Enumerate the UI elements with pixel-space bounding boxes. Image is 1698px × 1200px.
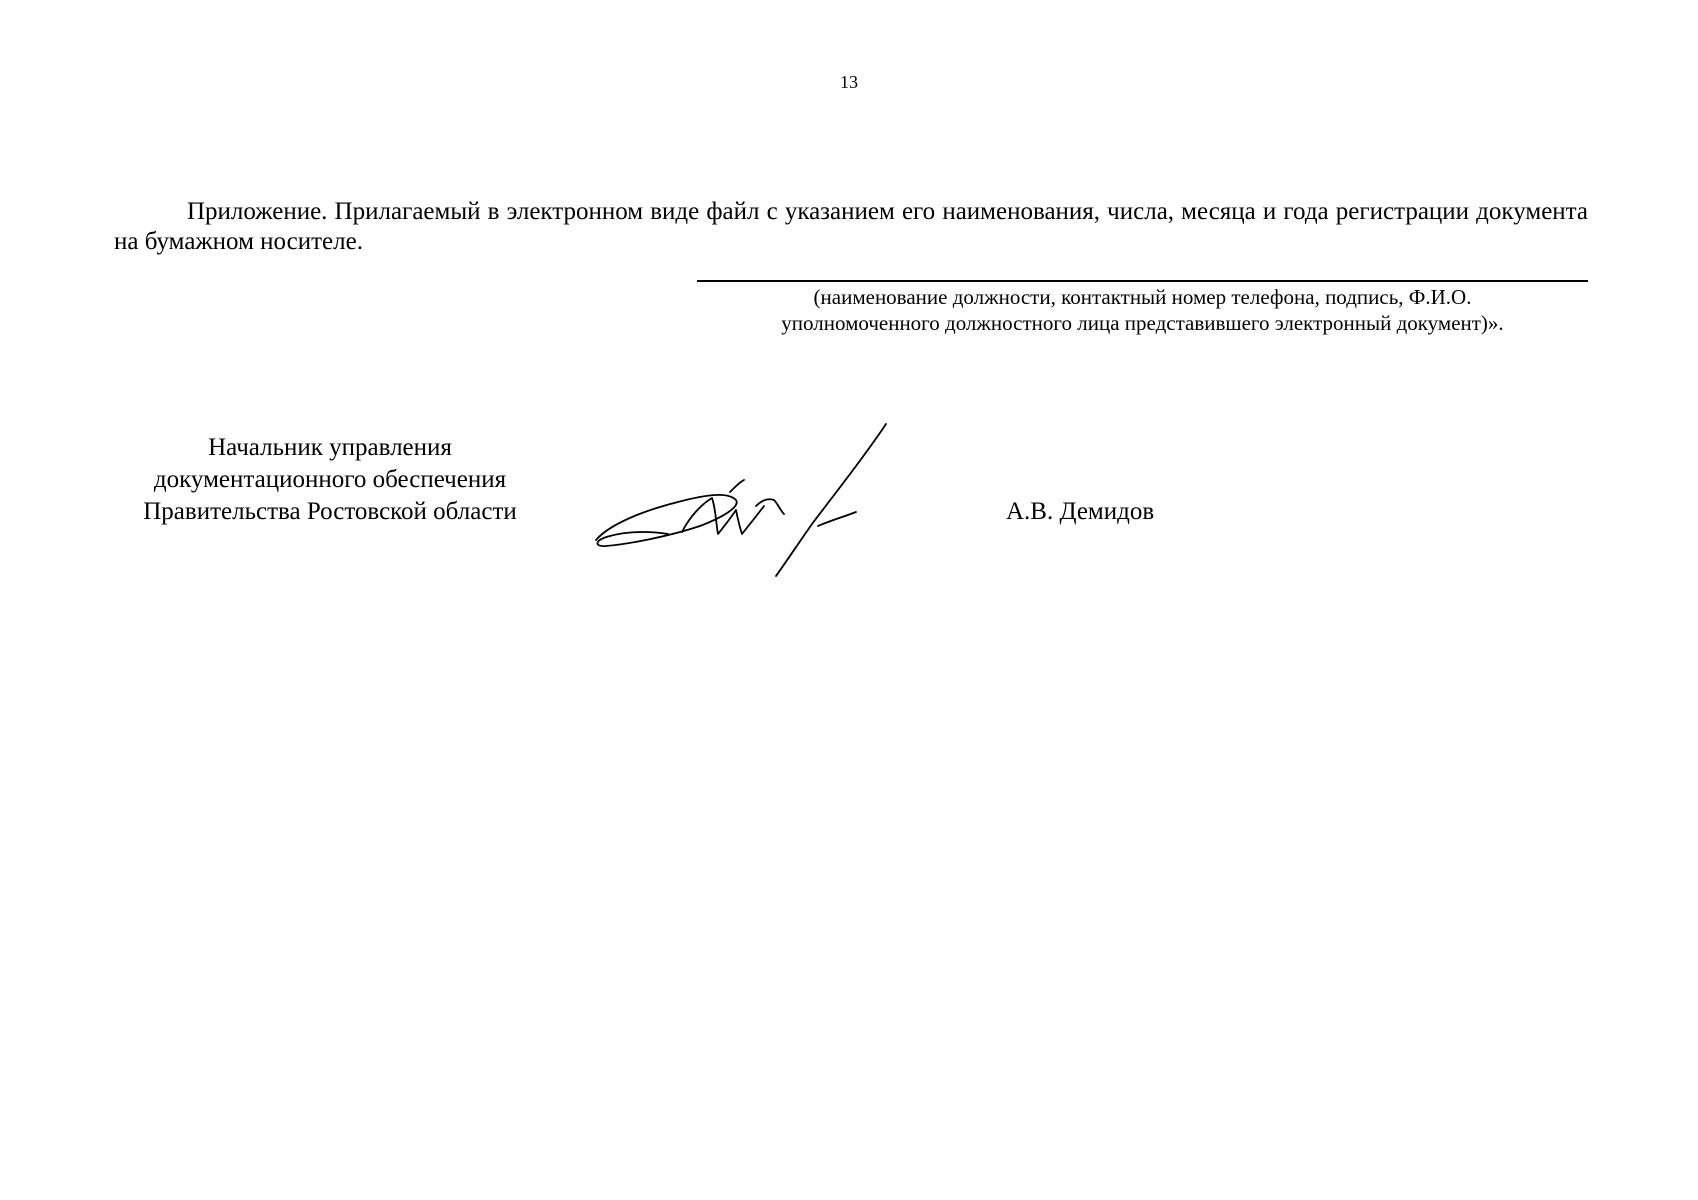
signer-name: А.В. Демидов <box>1006 498 1155 525</box>
signer-position-line-1: Начальник управления <box>208 434 452 461</box>
handwritten-signature <box>590 420 890 580</box>
signature-caption-line-2: уполномоченного должностного лица представившего электронный документ)». <box>781 311 1504 335</box>
page-number: 13 <box>840 72 858 92</box>
signature-line <box>697 280 1588 282</box>
signature-field <box>697 280 1588 336</box>
signer-position <box>100 432 560 528</box>
signer-position-line-3: Правительства Ростовской области <box>143 498 517 525</box>
attachment-paragraph: Приложение. Прилагаемый в электронном виде файл с указанием его наименования, числа, месяца и года регистрации документа на бумажном носителе. <box>114 198 1588 255</box>
signature-caption <box>697 284 1588 336</box>
signature-caption-line-1: (наименование должности, контактный номер телефона, подпись, Ф.И.О. <box>813 285 1472 309</box>
signer-position-line-2: документационного обеспечения <box>153 466 507 493</box>
